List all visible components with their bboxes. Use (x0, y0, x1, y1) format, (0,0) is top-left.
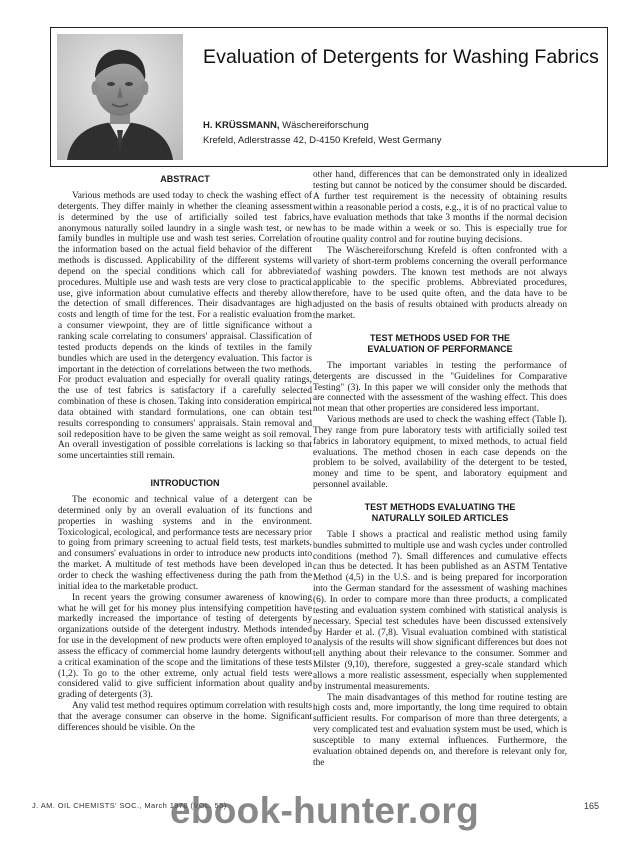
article-header (50, 27, 608, 167)
wascherei-paragraph: The Wäschereiforschung Krefeld is often confronted with a variety of short-term problems concerning the overall performance of washing powders. The known test methods are not always applicable to the specific problems. Abbreviated procedures, therefore, have to be used quite often, and the data have to be adjusted on the basis of results obtained with products already on the market. (313, 245, 567, 321)
naturally-soiled-paragraph-2: The main disadvantages of this method for routine testing are high costs and, more importantly, the long time required to obtain sufficient results. For comparison of more than three detergents, a very complicated test and evaluation system must be used, which is susceptible to many external influences. Furthermore, the evaluation obtained depends on, and therefore is relevant only for, the (313, 692, 567, 768)
test-methods-heading (313, 333, 567, 355)
introduction-heading: INTRODUCTION (150, 478, 220, 489)
abstract-paragraph: Various methods are used today to check the washing effect of detergents. They differ mainly in whether the cleaning assessment is determined by the use of artificially soiled test fabrics, anonymous naturally soiled laundry in a single wash test, or new family bundles in multiple use and wash test series. Correlation of the information based on the actual field behavior of the different methods is discussed. Applicability of the different systems will depend on the special conditions which call for abbreviated procedures. Multiple use and wash tests are very close to practical use, give information about cumulative effects and thereby allow the detection of small differences. Their disadvantages are high costs and length of time for the test. For a realistic evaluation from a consumer viewpoint, they are of little significance without a ranking scale correlating to consumers' appraisal. Classification of tested products depends on the kinds of textiles in the family bundles which are used in the detergency evaluation. This factor is important in the detection of correlations between the two methods. For product evaluation and especially for overall quality ratings, the use of test fabrics is satisfactory if a carefully selected combination of these is chosen. Taking into consideration empirical data obtained with standard formulations, one can obtain test results corresponding to consumers' appraisals. Stain removal and soil redeposition have to be given the same weight as soil removal. An overall investigation of possible correlations is lacking so that some uncertainties still remain. (58, 191, 312, 462)
test-methods-heading-line-1: TEST METHODS USED FOR THE (369, 332, 510, 343)
continued-paragraph: other hand, differences that can be demonstrated only in idealized testing but cannot be noticed by the consumer should be discarded. A further test requirement is the necessity of obtaining results within a reasonable period a costs, e.g., it is of no practical value to have evaluation methods that take 3 months if the normal decision has to be made within a week or so. This is especially true for routine quality control and for routine buying decisions. (313, 170, 567, 246)
right-column (313, 170, 567, 782)
journal-citation: J. AM. OIL CHEMISTS' SOC., March 1978 (VOL. 55) (32, 801, 227, 810)
author-name: H. KRÜSSMANN, (203, 120, 280, 131)
author-organization: Wäschereiforschung (282, 120, 369, 131)
abstract-heading: ABSTRACT (160, 174, 210, 184)
author-affiliation: Krefeld, Adlerstrasse 42, D-4150 Krefeld, West Germany (203, 135, 442, 146)
author-portrait-image (57, 34, 183, 160)
naturally-soiled-paragraph-1: Table I shows a practical and realistic method using family bundles submitted to multiple use and wash cycles under controlled conditions (method 7). Small differences and cumulative effects can thus be detected. It has been published as an ASTM Tentative Method (4,5) in the U.S. and is being prepared for incorporation into the German standard for the assessment of washing machines (6). In order to compare more than three products, a complicated testing and evaluation system combined with statistical analysis is necessary. Special test schedules have been discussed extensively by Harder et al. (7,8). Visual evaluation combined with statistical analysis of the results will show significant differences but does not tell anything about their relevance to the consumer. Sommer and Milster (9,10), therefore, suggested a grey-scale standard which allows a more realistic assessment, especially when supplemented by instrumental measurements. (313, 529, 567, 692)
naturally-soiled-heading (313, 502, 567, 524)
test-methods-paragraph-1: The important variables in testing the performance of detergents are discussed in the "Guidelines for Comparative Testing" (3). In this paper we will consider only the methods that are connected with the assessment of the washing effect. This does not mean that other properties are considered less important. (313, 360, 567, 415)
article-title: Evaluation of Detergents for Washing Fabrics (203, 46, 600, 68)
naturally-soiled-heading-line-2: NATURALLY SOILED ARTICLES (371, 512, 509, 523)
page-footer (32, 790, 599, 831)
watermark: ebook-hunter.org (170, 790, 480, 831)
introduction-paragraph-1: The economic and technical value of a detergent can be determined only by an overall evaluation of its functions and properties in washing systems and in the environment. Toxicological, ecological, and performance tests are necessary prior to going from primary screening to actual field tests, test markets, and consumers' evaluations in order to introduce new products into the market. A multitude of test methods have been developed in order to check the washing effectiveness during the path from the initial idea to the marketable product. (58, 495, 312, 592)
naturally-soiled-heading-line-1: TEST METHODS EVALUATING THE (364, 501, 516, 512)
page-number: 165 (583, 801, 599, 811)
introduction-paragraph-3: Any valid test method requires optimum correlation with results that the average consumer can observe in the home. Significant differences should be visible. On the (58, 701, 312, 733)
author-line (203, 120, 369, 131)
author-photo (57, 34, 183, 160)
test-methods-heading-line-2: EVALUATION OF PERFORMANCE (367, 343, 513, 354)
test-methods-paragraph-2: Various methods are used to check the washing effect (Table I). They range from pure laboratory tests with artificially soiled test fabrics in laboratory equipment, to mixed methods, to actual field evaluations. The method chosen in each case depends on the problem to be solved, availability of the detergent to be tested, money and time to be spent, and laboratory equipment and personnel available. (313, 415, 567, 491)
left-column (58, 170, 312, 782)
introduction-paragraph-2: In recent years the growing consumer awareness of knowing what he will get for his money plus intensifying competition have markedly increased the importance of testing of detergents by organizations outside of the detergent industry. Methods intended for use in the development of new products were often employed to assess the efficacy of commercial home laundry detergents without a critical examination of the scope and the limitations of these tests (1,2). To go to the other extreme, only actual field tests were considered valid to give sufficient information about quality and grading of detergents (3). (58, 592, 312, 701)
